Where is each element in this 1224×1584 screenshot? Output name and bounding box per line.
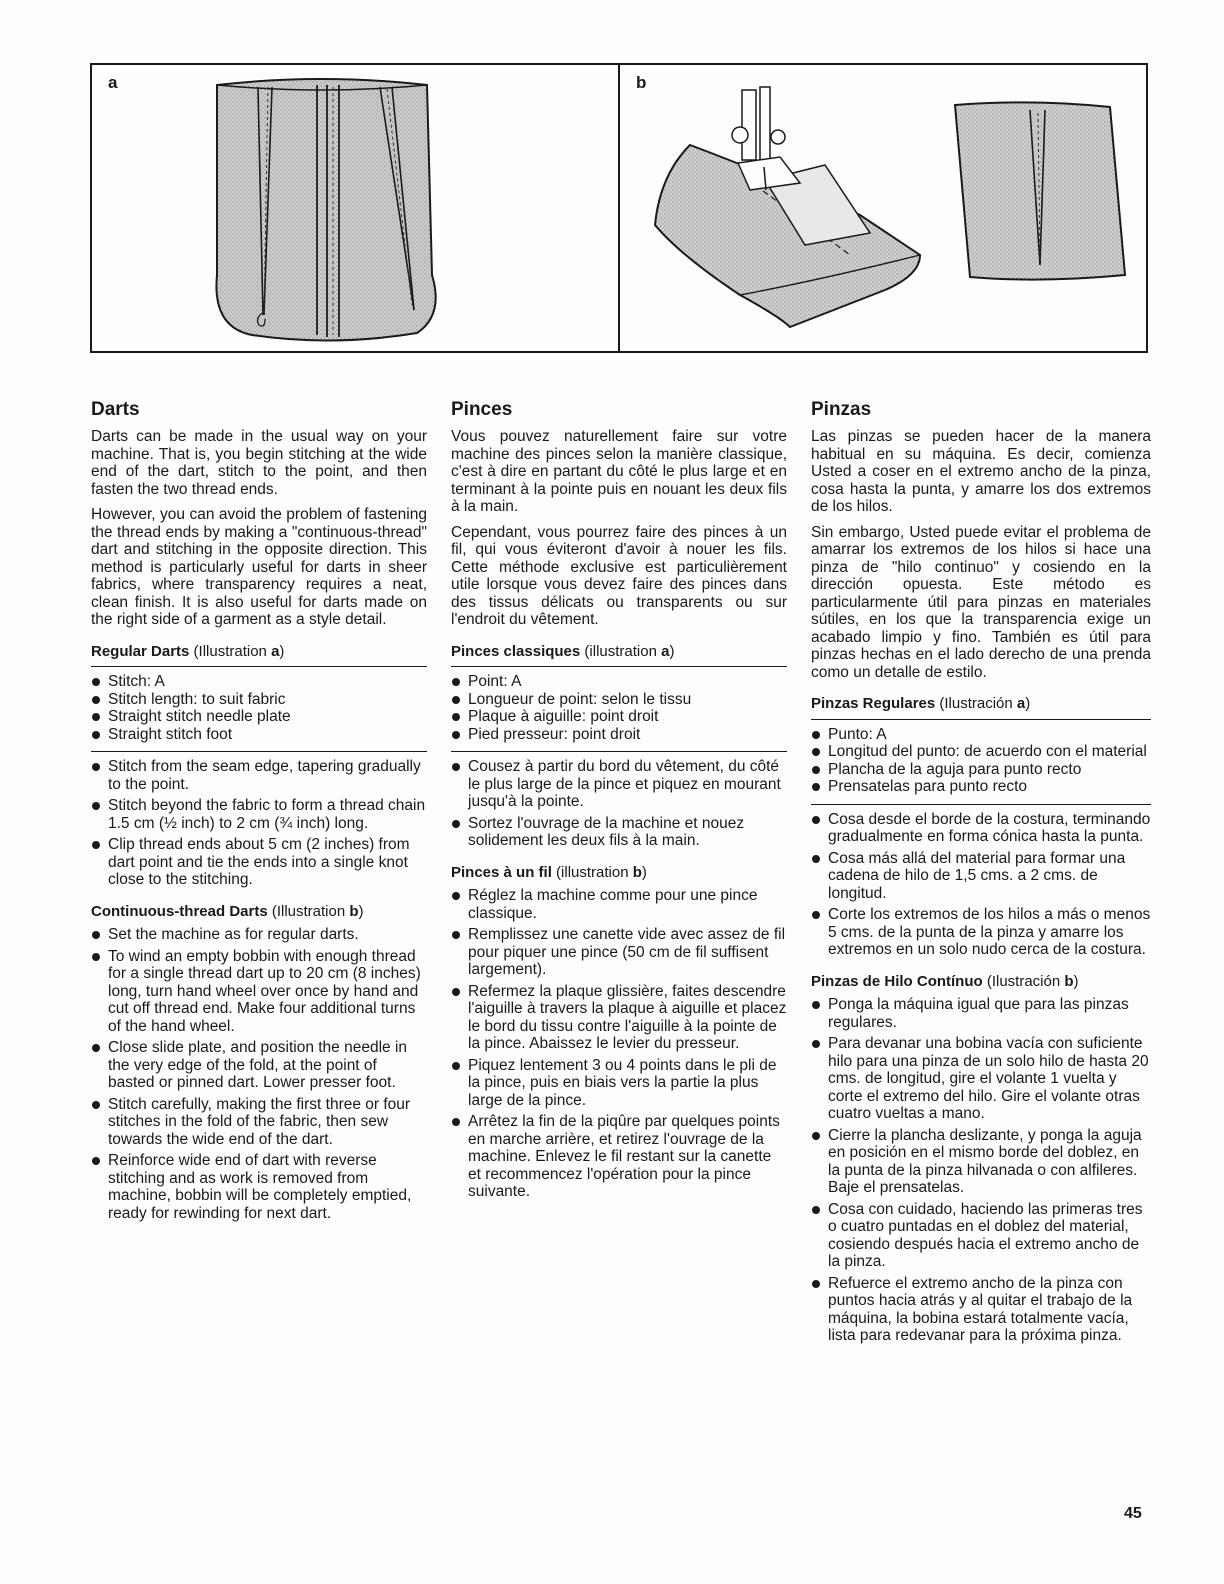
steps-list <box>91 758 427 889</box>
divider <box>451 751 787 752</box>
spanish-column <box>811 398 1151 1351</box>
french-column <box>451 398 787 1207</box>
list-item: Cosa con cuidado, haciendo las primeras tres o cuatro puntadas en el doblez del material, cosiendo después hacia el extremo ancho de la pinza. <box>811 1201 1151 1271</box>
list-item: Plancha de la aguja para punto recto <box>811 761 1151 779</box>
french-intro-2: Cependant, vous pourrez faire des pinces à un fil, qui vous éviteront d'avoir à nouer les fils. Cette méthode exclusive est particulièrement utile lorsque vous devez faire des pinces dans des tissus délicats ou transparents ou sur l'endroit du vêtement. <box>451 523 787 628</box>
french-intro: Vous pouvez naturellement faire sur votre machine des pinces selon la manière classique, c'est à dire en partant du côté le plus large et en terminant à la pointe puis en nouant les deux fils à la main. <box>451 428 787 515</box>
list-item: Réglez la machine comme pour une pince classique. <box>451 887 787 922</box>
divider <box>451 666 787 667</box>
list-item: Piquez lentement 3 ou 4 points dans le pli de la pince, puis en biais vers la partie la plus large de la pince. <box>451 1057 787 1110</box>
divider <box>811 719 1151 720</box>
english-intro: Darts can be made in the usual way on your machine. That is, you begin stitching at the wide end of the dart, stitch to the point, and then fasten the two thread ends. <box>91 428 427 498</box>
settings-list <box>91 673 427 743</box>
list-item: Arrêtez la fin de la piqûre par quelques points en marche arrière, et retirez l'ouvrage de la machine. Enlevez le fil restant sur la canette et recommencez l'opération pour la pince suivante. <box>451 1113 787 1201</box>
list-item: Ponga la máquina igual que para las pinzas regulares. <box>811 996 1151 1031</box>
french-title: Pinces <box>451 399 513 420</box>
list-item: Refuerce el extremo ancho de la pinza con puntos hacia atrás y al quitar el trabajo de la máquina, la bobina estará totalmente vacía, lista para redevanar para la próxima pinza. <box>811 1275 1151 1345</box>
divider <box>91 751 427 752</box>
panel-b-label: b <box>636 73 647 92</box>
regular-darts-drawing <box>92 65 618 351</box>
list-item: Clip thread ends about 5 cm (2 inches) from dart point and tie the ends into a single knot close to the stitching. <box>91 836 427 889</box>
list-item: Longueur de point: selon le tissu <box>451 691 787 709</box>
steps-list <box>91 926 427 1222</box>
page-number: 45 <box>1124 1505 1142 1522</box>
english-intro-2: However, you can avoid the problem of fastening the thread ends by making a "continuous-thread" dart and stitching in the opposite direction. This method is particularly useful for darts in sheer fabrics, where transparency requires a neat, clean finish. It is also useful for darts made on the right side of a garment as a style detail. <box>91 506 427 628</box>
list-item: Stitch carefully, making the first three or four stitches in the fold of the fabric, then sew towards the wide end of the dart. <box>91 1096 427 1149</box>
steps-list <box>811 811 1151 959</box>
list-item: Stitch from the seam edge, tapering gradually to the point. <box>91 758 427 793</box>
settings-list <box>811 726 1151 796</box>
english-column <box>91 398 427 1228</box>
regular-darts-heading: Regular Darts (Illustration a) <box>91 642 285 660</box>
list-item: Cosa más allá del material para formar una cadena de hilo de 1,5 cms. a 2 cms. de longitud. <box>811 850 1151 903</box>
list-item: Stitch beyond the fabric to form a thread chain 1.5 cm (½ inch) to 2 cm (¾ inch) long. <box>91 797 427 832</box>
continuous-darts-heading: Continuous-thread Darts (Illustration b) <box>91 902 364 920</box>
regular-darts-heading: Pinces classiques (illustration a) <box>451 642 675 660</box>
continuous-darts-drawing <box>620 65 1146 351</box>
illustration-a <box>92 65 618 351</box>
english-title: Darts <box>91 399 140 420</box>
list-item: To wind an empty bobbin with enough thread for a single thread dart up to 20 cm (8 inches) long, turn hand wheel over once by hand and cut off thread end. Make four additional turns of the hand wheel. <box>91 948 427 1036</box>
spanish-title: Pinzas <box>811 399 872 420</box>
panel-a-label: a <box>108 73 118 92</box>
list-item: Point: A <box>451 673 787 691</box>
list-item: Cierre la plancha deslizante, y ponga la aguja en posición en el mismo borde del doblez, en la punta de la pinza hilvanada o con alfileres. Baje el prensatelas. <box>811 1127 1151 1197</box>
spanish-intro-2: Sin embargo, Usted puede evitar el problema de amarrar los extremos de los hilos si hace una pinza de "hilo continuo" y cosiendo en la dirección opuesta. Este método es particularmente útil para pinzas en materiales sútiles, en los que la transparencia exige un acabado limpio y fino. También es útil para pinzas hechas en el lado derecho de una prenda como un detalle de estilo. <box>811 523 1151 681</box>
steps-list <box>451 887 787 1201</box>
divider <box>91 666 427 667</box>
list-item: Plaque à aiguille: point droit <box>451 708 787 726</box>
list-item: Straight stitch needle plate <box>91 708 427 726</box>
list-item: Para devanar una bobina vacía con suficiente hilo para una pinza de un solo hilo de hasta 20 cms. de longitud, gire el volante 1 vuelta y corte el extremo del hilo. Gire el volante otras cuatro vueltas a mano. <box>811 1035 1151 1123</box>
continuous-darts-heading: Pinzas de Hilo Contínuo (Ilustración b) <box>811 972 1079 990</box>
list-item: Prensatelas para punto recto <box>811 778 1151 796</box>
settings-list <box>451 673 787 743</box>
continuous-darts-heading: Pinces à un fil (illustration b) <box>451 863 647 881</box>
list-item: Straight stitch foot <box>91 726 427 744</box>
illustration-b <box>618 65 1146 351</box>
list-item: Cousez à partir du bord du vêtement, du côté le plus large de la pince et piquez en mourant jusqu'à la pointe. <box>451 758 787 811</box>
regular-darts-heading: Pinzas Regulares (Ilustración a) <box>811 695 1031 712</box>
illustration-box <box>90 63 1148 353</box>
list-item: Reinforce wide end of dart with reverse stitching and as work is removed from machine, bobbin will be completely emptied, ready for rewinding for next dart. <box>91 1152 427 1222</box>
list-item: Pied presseur: point droit <box>451 726 787 744</box>
list-item: Remplissez une canette vide avec assez de fil pour piquer une pince (50 cm de fil suffisent largement). <box>451 926 787 979</box>
list-item: Stitch length: to suit fabric <box>91 691 427 709</box>
list-item: Sortez l'ouvrage de la machine et nouez solidement les deux fils à la main. <box>451 815 787 850</box>
spanish-intro: Las pinzas se pueden hacer de la manera habitual en su máquina. Es decir, comienza Usted a coser en el extremo ancho de la pinza, cosa hasta la punta, y amarre los dos extremos de los hilos. <box>811 428 1151 515</box>
list-item: Refermez la plaque glissière, faites descendre l'aiguille à travers la plaque à aiguille et placez le bord du tissu contre l'aiguille à la pointe de la pince. Abaissez le levier du presseur. <box>451 983 787 1053</box>
list-item: Stitch: A <box>91 673 427 691</box>
steps-list <box>451 758 787 850</box>
steps-list <box>811 996 1151 1345</box>
list-item: Set the machine as for regular darts. <box>91 926 427 944</box>
list-item: Close slide plate, and position the needle in the very edge of the fold, at the point of basted or pinned dart. Lower presser foot. <box>91 1039 427 1092</box>
list-item: Punto: A <box>811 726 1151 744</box>
list-item: Cosa desde el borde de la costura, terminando gradualmente en forma cónica hasta la punta. <box>811 811 1151 846</box>
list-item: Longitud del punto: de acuerdo con el material <box>811 743 1151 761</box>
divider <box>811 804 1151 805</box>
list-item: Corte los extremos de los hilos a más o menos 5 cms. de la punta de la pinza y amarre los extremos en un solo nudo cerca de la costura. <box>811 906 1151 959</box>
